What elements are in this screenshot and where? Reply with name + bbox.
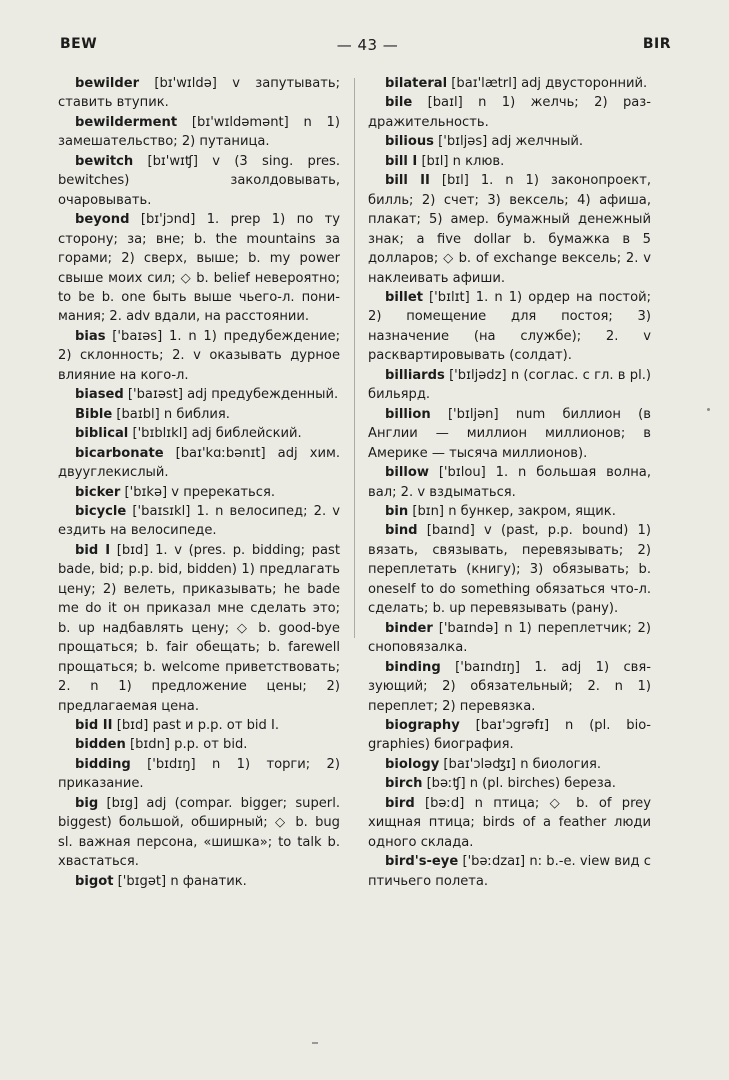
dictionary-entry — [368, 658, 651, 716]
dictionary-entry — [58, 502, 340, 541]
entry-headword: big — [75, 795, 99, 811]
dictionary-entry — [368, 132, 651, 151]
entry-headword: birch — [385, 776, 423, 792]
entry-definition: ['bɪljəs] adj желчный. — [433, 134, 584, 150]
entry-headword: billet — [385, 289, 423, 305]
dictionary-entry — [58, 385, 340, 404]
dictionary-entry — [368, 521, 651, 618]
dictionary-entry — [58, 74, 340, 113]
entry-definition: [baɪl] n 1) желчь; 2) раздражительность. — [368, 95, 651, 130]
entry-headword: billiards — [385, 367, 445, 383]
left-column — [58, 74, 340, 891]
entry-headword: bicarbonate — [75, 445, 164, 461]
entry-definition: [bɪ'wɪldəmənt] n 1) замешательство; 2) путаница. — [58, 114, 340, 150]
column-divider — [354, 78, 355, 638]
page-header — [60, 36, 671, 60]
entry-headword: bewilder — [75, 76, 140, 91]
dictionary-entry — [58, 424, 340, 443]
header-right-guide-word: BIR — [642, 36, 671, 52]
entry-definition: [bɪd] 1. v (pres. p. bidding; past bade, bid; p.p. bid, bidden) 1) предлагать цену; 2) велеть, приказывать; he bade me do it он приказал мне сделать это; b. up надбавлять цену; ◇ b. good-bye прощаться; b. fair обещать; b. farewell прощаться; b. welcome приветствовать; 2. n 1) предложение цены; 2) предлагаемая цена. — [58, 542, 340, 714]
entry-definition: ['bɪljən] num биллион (в Англии — миллион миллионов; в Америке — тысяча миллионов). — [368, 406, 651, 461]
entry-headword: bewilderment — [75, 114, 178, 130]
dictionary-entry — [368, 74, 651, 93]
entry-definition: ['bəːdzaɪ] n: b.-e. view вид с птичьего полета. — [368, 854, 651, 889]
entry-definition: ['bɪkə] v пререкаться. — [120, 484, 276, 500]
entry-definition: [bɪdn] p.p. от bid. — [125, 737, 248, 753]
entry-definition: [baɪbl] n библия. — [112, 406, 230, 422]
entry-headword: billion — [385, 406, 431, 422]
page-number: — 43 — — [336, 36, 399, 54]
entry-headword: bid II — [75, 717, 113, 733]
entry-definition: [bɪg] adj (compar. bigger; superl. biggest) большой, обширный; ◇ b. bug sl. важная персона, «шишка»; to talk b. хвастаться. — [58, 795, 340, 870]
dictionary-entry — [368, 405, 651, 463]
header-left-guide-word: BEW — [60, 36, 98, 52]
entry-headword: billow — [385, 465, 429, 481]
entry-definition: [bɪl] n клюв. — [417, 153, 505, 169]
dictionary-entry — [58, 541, 340, 716]
entry-definition: ['bɪblɪkl] adj библейский. — [128, 426, 302, 442]
entry-definition: ['bɪgət] n фанатик. — [113, 873, 247, 889]
entry-headword: bind — [385, 523, 418, 539]
entry-definition: [bəːʧ] n (pl. birches) береза. — [422, 776, 616, 792]
entry-definition: ['baɪəst] adj предубежденный. — [123, 387, 339, 403]
dictionary-entry — [368, 288, 651, 366]
entry-headword: binder — [385, 620, 433, 636]
entry-headword: bin — [385, 503, 409, 519]
entry-definition: ['bɪdɪŋ] n 1) торги; 2) приказание. — [58, 756, 340, 792]
dictionary-entry — [368, 93, 651, 132]
dictionary-entry — [368, 152, 651, 171]
entry-definition: ['baɪəs] 1. n 1) предубеждение; 2) склонность; 2. v оказывать дурное влияние на кого-л. — [58, 328, 340, 383]
dictionary-entry — [58, 113, 340, 152]
dictionary-entry — [58, 872, 340, 891]
entry-headword: bewitch — [75, 153, 134, 169]
dictionary-entry — [368, 463, 651, 502]
entry-headword: biblical — [75, 426, 129, 442]
dictionary-entry — [368, 774, 651, 793]
dictionary-entry — [58, 444, 340, 483]
entry-headword: bird's-eye — [385, 854, 459, 870]
entry-headword: bill I — [385, 153, 418, 169]
dictionary-entry — [368, 619, 651, 658]
dictionary-entry — [58, 327, 340, 385]
print-speck — [707, 408, 710, 411]
entry-headword: bid I — [75, 542, 111, 558]
print-mark — [312, 1042, 318, 1044]
right-column — [368, 74, 651, 891]
dictionary-entry — [368, 755, 651, 774]
entry-headword: bilious — [385, 134, 434, 150]
entry-headword: bile — [385, 95, 413, 111]
entry-definition: [baɪ'lætrl] adj двусторонний. — [447, 76, 648, 91]
entry-headword: biology — [385, 756, 440, 772]
dictionary-entry — [368, 852, 651, 891]
dictionary-entry — [368, 716, 651, 755]
dictionary-entry — [58, 210, 340, 327]
entry-definition: ['bɪlou] 1. n большая волна, вал; 2. v вздыматься. — [368, 465, 651, 500]
entry-definition: ['baɪsɪkl] 1. n велосипед; 2. v ездить на велосипеде. — [58, 503, 340, 539]
entry-headword: bill II — [385, 173, 430, 189]
dictionary-entry — [58, 716, 340, 735]
entry-headword: binding — [385, 659, 441, 675]
dictionary-entry — [368, 502, 651, 521]
entry-headword: Bible — [75, 406, 113, 422]
entry-definition: [baɪ'ɔgrəfɪ] n (pl. biographies) биография. — [368, 717, 651, 753]
entry-definition: [bɪl] 1. n 1) законопроект, билль; 2) счет; 3) вексель; 4) афиша, плакат; 5) амер. бумажный денежный знак; a five dollar b. бумажка в 5 долларов; ◇ b. of exchange вексель; 2. v наклеивать афиши. — [368, 173, 652, 286]
entry-headword: beyond — [75, 212, 130, 228]
entry-definition: [baɪ'kɑːbənɪt] adj хим. двууглекислый. — [58, 445, 340, 481]
entry-definition: [bəːd] n птица; ◇ b. of prey хищная птица; birds of a feather люди одного склада. — [368, 795, 651, 850]
dictionary-entry — [368, 171, 651, 288]
entry-headword: biography — [385, 717, 460, 733]
entry-headword: bicker — [75, 484, 121, 500]
entry-definition: [bɪd] past и p.p. от bid I. — [112, 717, 280, 733]
entry-headword: bilateral — [385, 76, 448, 91]
entry-definition: ['bɪljədz] n (соглас. с гл. в pl.) бильярд. — [368, 367, 651, 403]
dictionary-entry — [368, 366, 651, 405]
dictionary-entry — [368, 794, 651, 852]
dictionary-entry — [58, 405, 340, 424]
entry-definition: [bɪ'wɪldə] v запутывать; ставить втупик. — [58, 76, 340, 111]
entry-headword: biased — [75, 387, 124, 403]
dictionary-entry — [58, 152, 340, 210]
entry-headword: bidding — [75, 756, 131, 772]
entry-definition: ['baɪndə] n 1) переплетчик; 2) сноповязалка. — [368, 620, 651, 656]
dictionary-entry — [58, 794, 340, 872]
entry-definition: [bɪ'wɪʧ] v (3 sing. pres. bewitches) заколдовывать, очаровывать. — [58, 153, 340, 208]
entry-headword: bicycle — [75, 503, 127, 519]
entry-headword: bird — [385, 795, 415, 811]
entry-definition: [baɪnd] v (past, p.p. bound) 1) вязать, связывать, перевязывать; 2) переплетать (книгу); 3) обязывать; b. oneself to do something обязаться что-л. сделать; b. up перевязывать (рану). — [368, 523, 651, 617]
entry-definition: [bɪ'jɔnd] 1. prep 1) по ту сторону; за; вне; b. the mountains за горами; 2) сверх, выше; b. my power свыше моих сил; ◇ b. belief невероятно; to be b. one быть выше чьего-л. понимания; 2. adv вдали, на расстоянии. — [58, 212, 340, 325]
entry-headword: bigot — [75, 873, 114, 889]
entry-headword: bias — [75, 328, 106, 344]
dictionary-entry — [58, 483, 340, 502]
entry-definition: [bɪn] n бункер, закром, ящик. — [408, 503, 616, 519]
entry-headword: bidden — [75, 737, 126, 753]
dictionary-entry — [58, 755, 340, 794]
entry-definition: ['bɪlɪt] 1. n 1) ордер на постой; 2) помещение для постоя; 3) назначение (на службе); 2. v расквартировывать (солдат). — [368, 289, 651, 364]
entry-definition: [baɪ'ɔləʤɪ] n биология. — [439, 756, 602, 772]
entry-definition: ['baɪndɪŋ] 1. adj 1) связующий; 2) обязательный; 2. n 1) переплет; 2) перевязка. — [368, 659, 651, 714]
dictionary-entry — [58, 735, 340, 754]
